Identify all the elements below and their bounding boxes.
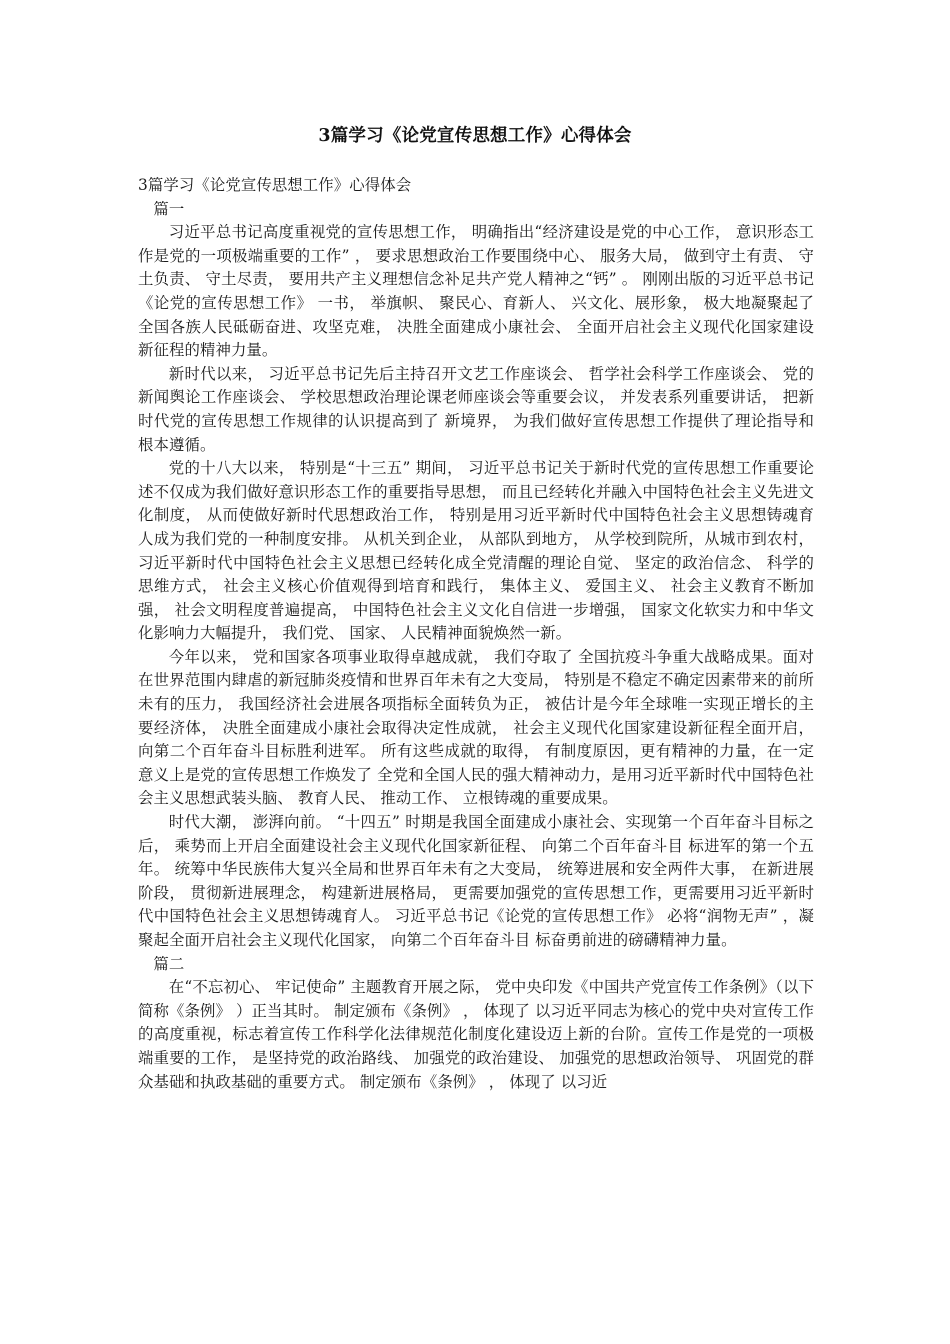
section-marker-1: 篇一 — [153, 199, 185, 218]
section-marker-2: 篇二 — [153, 954, 185, 973]
paragraph: 习近平总书记高度重视党的宣传思想工作， 明确指出“经济建设是党的中心工作， 意识形态工作是党的一项极端重要的工作” ， 要求思想政治工作要围绕中心、 服务大局， 做到守土有责、 守土负责、 守土尽责， 要用共产主义理想信念补足共产党人精神之“钙” 。 刚刚出版的习近平总书记《论党的宣传思想工作》 一书， 举旗帜、 聚民心、育新人、 兴文化、展形象， 极大地凝聚起了 全国各族人民砥砺奋进、攻坚克难， 决胜全面建成小康社会、 全面开启社会主义现代化国家建设新征程的精神力量。 — [138, 223, 814, 360]
page-title: 3篇学习《论党宣传思想工作》心得体会 — [318, 126, 632, 146]
paragraph: 党的十八大以来， 特别是“十三五” 期间， 习近平总书记关于新时代党的宣传思想工作重要论述不仅成为我们做好意识形态工作的重要指导思想， 而且已经转化并融入中国特色社会主义先进文化制度， 从而使做好新时代思想政治工作， 特别是用习近平新时代中国特色社会主义思想铸魂育人成为我们党的一种制度安排。 从机关到企业， 从部队到地方， 从学校到院所，从城市到农村， 习近平新时代中国特色社会主义思想已经转化成全党清醒的理论自觉、 坚定的政治信念、 科学的思维方式， 社会主义核心价值观得到培育和践行， 集体主义、 爱国主义、 社会主义教育不断加强， 社会文明程度普遍提高， 中国特色社会主义文化自信进一步增强， 国家文化软实力和中华文化影响力大幅提升， 我们党、 国家、 人民精神面貌焕然一新。 — [138, 459, 814, 643]
paragraph: 在“不忘初心、 牢记使命” 主题教育开展之际， 党中央印发《中国共产党宣传工作条例》（以下简称《条例》 ）正当其时。 制定颁布《条例》 ， 体现了 以习近平同志为核心的党中央对宣传工作的高度重视，标志着宣传工作科学化法律规范化制度化建设迈上新的台阶。宣传工作是党的一项极端重要的工作， 是坚持党的政治路线、 加强党的政治建设、 加强党的思想政治领导、 巩固党的群众基础和执政基础的重要方式。 制定颁布《条例》 ， 体现了 以习近 — [138, 978, 814, 1091]
heading-line: 3篇学习《论党宣传思想工作》心得体会 — [138, 176, 412, 194]
paragraph: 新时代以来， 习近平总书记先后主持召开文艺工作座谈会、 哲学社会科学工作座谈会、 党的新闻舆论工作座谈会、 学校思想政治理论课老师座谈会等重要会议， 并发表系列重要讲话， 把新时代党的宣传思想工作规律的认识提高到了 新境界， 为我们做好宣传思想工作提供了理论指导和根本遵循。 — [138, 364, 814, 454]
paragraph: 时代大潮， 澎湃向前。 “十四五” 时期是我国全面建成小康社会、实现第一个百年奋斗目标之后， 乘势而上开启全面建设社会主义现代化国家新征程、 向第二个百年奋斗目 标进军的第一个五年。 统筹中华民族伟大复兴全局和世界百年未有之大变局， 统筹进展和安全两件大事， 在新进展阶段， 贯彻新进展理念， 构建新进展格局， 更需要加强党的宣传思想工作，更需要用习近平新时代中国特色社会主义思想铸魂育人。 习近平总书记《论党的宣传思想工作》 必将“润物无声” ，凝聚起全面开启社会主义现代化国家， 向第二个百年奋斗目 标奋勇前进的磅礴精神力量。 — [138, 813, 814, 949]
paragraph: 今年以来， 党和国家各项事业取得卓越成就， 我们夺取了 全国抗疫斗争重大战略成果。面对在世界范围内肆虐的新冠肺炎疫情和世界百年未有之大变局， 特别是不稳定不确定因素带来的前所未有的压力， 我国经济社会进展各项指标全面转负为正， 被估计是今年全球唯一实现正增长的主要经济体， 决胜全面建成小康社会取得决定性成就， 社会主义现代化国家建设新征程全面开启， 向第二个百年奋斗目标胜利进军。 所有这些成就的取得， 有制度原因，更有精神的力量，在一定意义上是党的宣传思想工作焕发了 全党和全国人民的强大精神动力，是用习近平新时代中国特色社会主义思想武装头脑、 教育人民、 推动工作、 立根铸魂的重要成果。 — [138, 647, 814, 808]
document-body — [138, 174, 814, 1094]
